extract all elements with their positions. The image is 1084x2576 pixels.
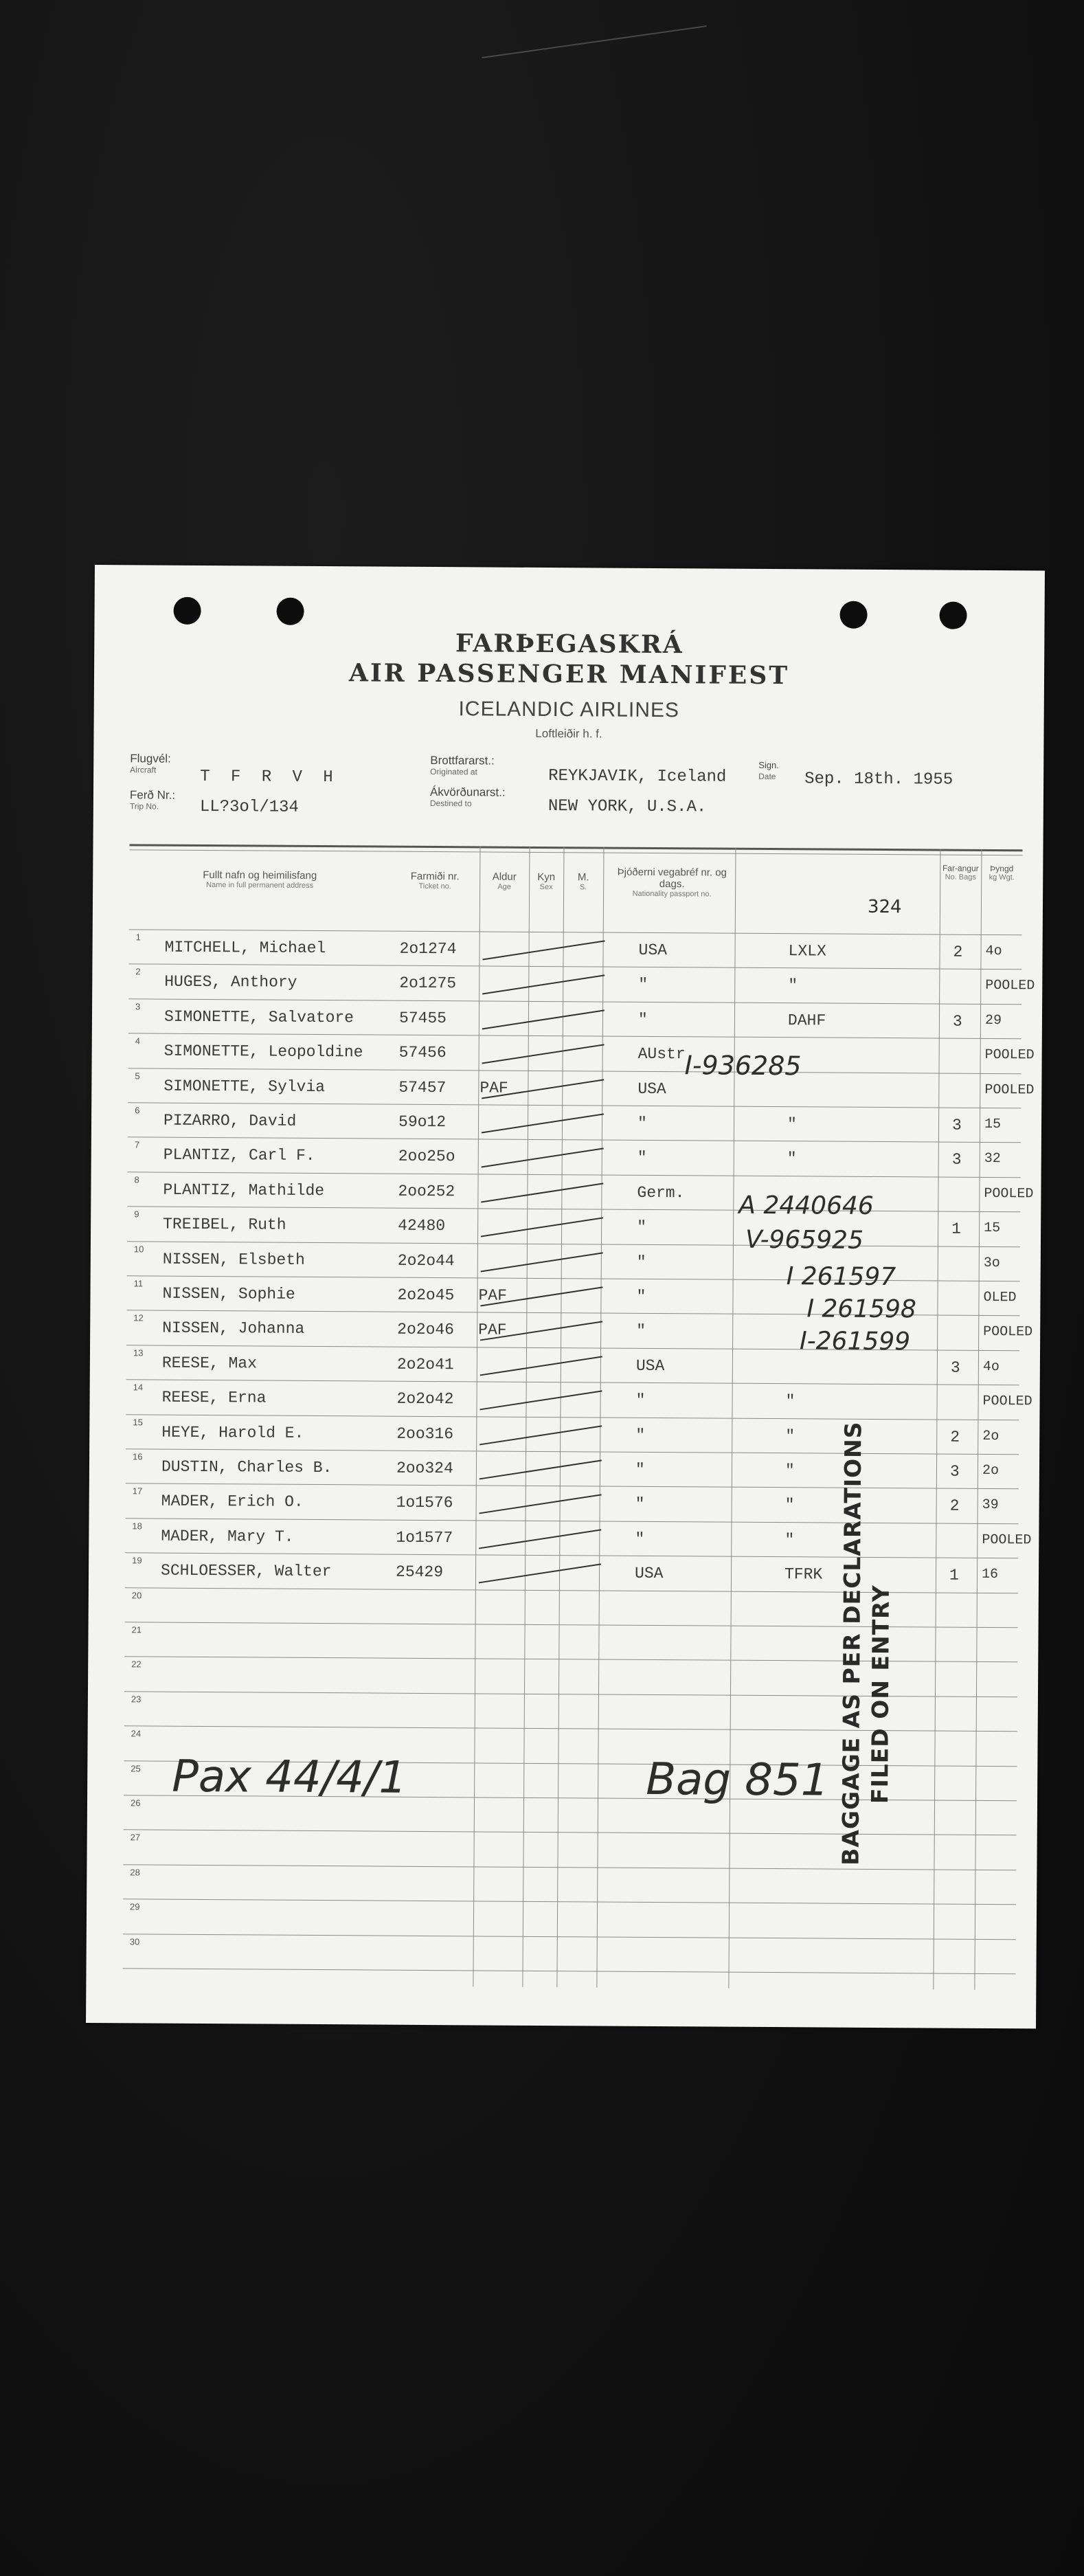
ticket-number: 25429 — [395, 1563, 444, 1582]
nationality: " — [637, 1218, 647, 1237]
row-number: 29 — [130, 1901, 140, 1912]
age-strike-mark — [481, 1252, 603, 1272]
row-number: 13 — [133, 1347, 144, 1358]
col-header-age: Aldur Age — [492, 871, 517, 891]
passenger-name: SIMONETTE, Salvatore — [163, 1007, 354, 1027]
age-strike-mark — [482, 975, 605, 995]
ticket-number: 2o2o41 — [396, 1355, 454, 1374]
row-number: 22 — [131, 1659, 142, 1670]
bag-weight: POOLED — [984, 1047, 1035, 1064]
punch-hole — [939, 602, 967, 629]
age-strike-mark — [481, 1218, 603, 1237]
sign-date-label: Sign. Date — [758, 759, 779, 782]
age-strike-mark — [479, 1459, 602, 1479]
title-icelandic: FARÞEGASKRÁ — [455, 629, 684, 660]
bag-weight: 3o — [983, 1255, 1000, 1271]
aircraft-value: T F R V H — [200, 767, 339, 787]
bag-count: 3 — [949, 1462, 960, 1481]
passenger-name: HUGES, Anthory — [164, 973, 297, 992]
row-number: 20 — [131, 1589, 142, 1601]
pay-code: PAF — [479, 1079, 508, 1097]
nationality: " — [636, 1253, 646, 1271]
bag-count: 2 — [949, 1497, 960, 1516]
ticket-number: 59o12 — [398, 1112, 447, 1132]
nationality: " — [635, 1426, 646, 1444]
bag-count: 3 — [951, 1151, 962, 1169]
ticket-number: 57457 — [398, 1078, 447, 1097]
passport-code: " — [787, 1150, 797, 1168]
ticket-number: 2o1274 — [399, 939, 457, 959]
punch-hole — [276, 598, 304, 625]
nationality: USA — [637, 1079, 666, 1098]
age-strike-mark — [482, 1148, 604, 1168]
bag-weight: 39 — [982, 1497, 999, 1514]
row-rule — [128, 998, 1021, 1005]
row-rule — [126, 1379, 1019, 1385]
punch-hole — [173, 597, 201, 625]
age-strike-mark — [480, 1356, 602, 1376]
handwritten-bag-count: Bag 851 — [645, 1754, 829, 1806]
trip-value: LL?3ol/134 — [199, 797, 299, 817]
ticket-number: 57456 — [398, 1043, 447, 1062]
page-number-mark: 324 — [867, 896, 902, 918]
bag-weight: OLED — [983, 1289, 1017, 1306]
bag-weight: 29 — [984, 1012, 1002, 1029]
passenger-name: MITCHELL, Michael — [164, 938, 326, 958]
age-strike-mark — [479, 1494, 601, 1514]
ticket-number: 2oo324 — [396, 1459, 453, 1478]
title-english: AIR PASSENGER MANIFEST — [348, 658, 790, 691]
ticket-number: 1o1576 — [396, 1494, 453, 1512]
row-rule — [128, 1102, 1021, 1108]
col-header-passport: Þjóðerni vegabréf nr. og dags. Nationality passport no. — [617, 866, 727, 899]
row-number: 19 — [132, 1555, 142, 1566]
age-strike-mark — [479, 1529, 601, 1549]
row-number: 16 — [133, 1451, 143, 1462]
nationality: " — [636, 1322, 646, 1341]
age-strike-mark — [479, 1564, 601, 1584]
stamp-line-1: BAGGAGE AS PER DECLARATIONS — [837, 1421, 867, 1866]
row-number: 5 — [135, 1070, 140, 1082]
row-rule — [128, 964, 1021, 970]
pay-code: PAF — [478, 1321, 507, 1340]
col-header-weight: Þyngd kg Wgt. — [989, 863, 1015, 882]
row-number: 2 — [135, 966, 141, 977]
passenger-name: PLANTIZ, Mathilde — [163, 1180, 325, 1200]
age-strike-mark — [482, 1044, 604, 1064]
bag-count: 1 — [951, 1220, 962, 1238]
origin-label: Brottfararst.: Originated at — [430, 753, 495, 777]
nationality: Germ. — [637, 1183, 685, 1202]
row-number: 15 — [133, 1416, 143, 1428]
handwritten-passport-9: V-965925 — [745, 1225, 864, 1255]
passport-code: " — [784, 1461, 795, 1480]
age-strike-mark — [482, 1009, 605, 1029]
row-number: 26 — [130, 1797, 141, 1808]
nationality: AUstr. — [637, 1045, 695, 1064]
handwritten-passport-4: I-936285 — [684, 1050, 802, 1082]
ticket-number: 2o2o46 — [397, 1321, 455, 1339]
row-number: 23 — [131, 1694, 142, 1705]
age-strike-mark — [479, 1425, 602, 1445]
age-strike-mark — [482, 940, 605, 960]
nationality: " — [637, 1149, 647, 1167]
nationality: " — [635, 1530, 645, 1548]
row-rule — [123, 1899, 1016, 1905]
stamp-line-2: FILED ON ENTRY — [866, 1584, 894, 1804]
col-header-ms: M. S. — [577, 871, 589, 892]
destination-label: Ákvörðunarst.: Destined to — [429, 785, 506, 809]
passenger-name: PLANTIZ, Carl F. — [163, 1146, 315, 1165]
ticket-number: 2oo316 — [396, 1424, 454, 1443]
passenger-name: MADER, Erich O. — [161, 1492, 304, 1512]
row-rule — [127, 1206, 1020, 1212]
nationality: " — [635, 1391, 646, 1410]
ticket-number: 2o1275 — [399, 974, 457, 993]
row-number: 25 — [131, 1762, 141, 1774]
passport-code: " — [785, 1426, 795, 1445]
passenger-name: REESE, Max — [161, 1354, 258, 1373]
passport-code: TFRK — [784, 1565, 823, 1584]
bag-count: 2 — [950, 1428, 960, 1446]
bag-weight: POOLED — [985, 978, 1035, 994]
nationality: " — [635, 1460, 645, 1479]
trip-label: Ferð Nr.: Trip No. — [129, 788, 176, 811]
passenger-name: TREIBEL, Ruth — [163, 1215, 286, 1234]
bag-weight: 2o — [982, 1462, 1000, 1479]
passport-code: " — [784, 1496, 795, 1514]
row-number: 7 — [134, 1139, 140, 1150]
bag-weight: 4o — [982, 1358, 1000, 1375]
bag-count: 3 — [951, 1116, 962, 1134]
handwritten-pax-count: Pax 44/4/1 — [172, 1751, 407, 1804]
ticket-number: 42480 — [398, 1216, 446, 1235]
row-number: 9 — [134, 1209, 139, 1220]
manifest-sheet — [86, 565, 1045, 2028]
row-number: 27 — [130, 1832, 141, 1843]
passenger-name: DUSTIN, Charles B. — [161, 1457, 332, 1477]
col-header-name: Fullt nafn og heimilisfang Name in full permanent address — [203, 869, 317, 890]
bag-weight: 2o — [982, 1428, 1000, 1444]
passport-code: " — [784, 1530, 795, 1549]
row-rule — [123, 1968, 1016, 1974]
passport-code: LXLX — [788, 942, 826, 961]
handwritten-passport-8: A 2440646 — [738, 1191, 874, 1220]
row-number: 12 — [133, 1312, 144, 1323]
destination-value: NEW YORK, U.S.A. — [547, 797, 707, 817]
passenger-name: NISSEN, Johanna — [162, 1319, 305, 1339]
passenger-name: MADER, Mary T. — [161, 1527, 294, 1546]
row-number: 18 — [132, 1521, 142, 1532]
nationality: USA — [634, 1565, 664, 1583]
bag-weight: POOLED — [982, 1532, 1032, 1549]
age-strike-mark — [482, 1113, 604, 1133]
bag-weight: 15 — [984, 1220, 1001, 1237]
row-number: 1 — [135, 932, 141, 943]
baggage-declaration-stamp — [836, 1421, 896, 1866]
col-header-sex: Kyn Sex — [537, 871, 556, 892]
row-rule — [128, 1172, 1021, 1178]
row-number: 10 — [133, 1243, 144, 1255]
passport-code: " — [788, 976, 798, 995]
row-rule — [127, 1241, 1020, 1247]
ticket-number: 2oo252 — [398, 1182, 455, 1201]
nationality: USA — [635, 1356, 665, 1375]
passport-code: DAHF — [787, 1011, 826, 1030]
passport-code: " — [785, 1392, 795, 1411]
nationality: USA — [638, 941, 668, 960]
bag-count: 2 — [953, 943, 963, 961]
handwritten-passport-11: I 261598 — [806, 1295, 917, 1324]
manifest-date: Sep. 18th. 1955 — [804, 770, 953, 789]
ticket-number: 2oo25o — [398, 1147, 455, 1166]
punch-hole — [839, 601, 867, 629]
row-rule — [128, 1137, 1021, 1143]
header-bottom-rule — [129, 929, 1022, 935]
bag-count: 3 — [950, 1358, 960, 1377]
ticket-number: 57455 — [398, 1009, 447, 1027]
origin-value: REYKJAVIK, Iceland — [548, 767, 727, 787]
ticket-number: 1o1577 — [396, 1528, 453, 1547]
bag-count: 3 — [952, 1012, 962, 1031]
row-number: 21 — [131, 1624, 142, 1635]
passenger-name: SIMONETTE, Leopoldine — [163, 1042, 363, 1062]
passenger-name: REESE, Erna — [161, 1388, 267, 1407]
ticket-number: 2o2o42 — [396, 1389, 454, 1409]
passenger-name: NISSEN, Sophie — [162, 1284, 295, 1303]
bag-weight: POOLED — [984, 1082, 1035, 1098]
row-number: 11 — [133, 1278, 144, 1289]
bag-weight: 4o — [985, 943, 1002, 960]
row-number: 28 — [130, 1867, 140, 1878]
ticket-number: 2o2o44 — [397, 1251, 455, 1270]
manifest-title-block — [93, 627, 1044, 743]
nationality: " — [636, 1287, 646, 1306]
row-number: 6 — [135, 1105, 140, 1116]
row-rule — [123, 1934, 1016, 1940]
handwritten-passport-12: I-261599 — [799, 1327, 911, 1356]
bag-count: 1 — [949, 1566, 959, 1584]
company-name: Loftleiðir h. f. — [535, 726, 602, 741]
bag-weight: 16 — [981, 1567, 999, 1583]
row-number: 14 — [133, 1382, 144, 1393]
nationality: " — [637, 1010, 648, 1029]
row-number: 24 — [131, 1728, 142, 1739]
bag-weight: 15 — [984, 1116, 1002, 1133]
handwritten-passport-10: I 261597 — [786, 1262, 896, 1292]
row-rule — [128, 1033, 1021, 1039]
passenger-name: PIZARRO, David — [163, 1111, 297, 1130]
nationality: " — [637, 1114, 647, 1132]
row-number: 3 — [135, 1001, 141, 1012]
ticket-number: 2o2o45 — [397, 1286, 455, 1305]
col-header-ticket: Farmiði nr. Ticket no. — [410, 870, 460, 891]
row-number: 8 — [134, 1174, 139, 1185]
age-strike-mark — [479, 1391, 602, 1411]
row-rule — [128, 1068, 1021, 1074]
nationality: " — [635, 1495, 645, 1514]
passport-code: " — [787, 1115, 797, 1134]
bag-weight: POOLED — [982, 1393, 1032, 1410]
passenger-name: SIMONETTE, Sylvia — [163, 1077, 326, 1096]
row-number: 4 — [135, 1035, 141, 1046]
passenger-name: NISSEN, Elsbeth — [162, 1250, 305, 1269]
passenger-table — [122, 844, 1035, 1990]
col-header-bags: Far-angur No. Bags — [942, 863, 979, 882]
passenger-name: SCHLOESSER, Walter — [160, 1561, 332, 1581]
bag-weight: POOLED — [984, 1185, 1034, 1202]
bag-weight: 32 — [984, 1151, 1001, 1167]
row-rule — [126, 1414, 1019, 1420]
age-strike-mark — [481, 1183, 603, 1202]
nationality: " — [638, 976, 648, 994]
bag-weight: POOLED — [983, 1324, 1033, 1341]
row-number: 30 — [129, 1936, 140, 1947]
aircraft-label: Flugvél: Aircraft — [130, 752, 171, 775]
pay-code: PAF — [478, 1286, 508, 1305]
airline-name: ICELANDIC AIRLINES — [458, 697, 680, 722]
passenger-name: HEYE, Harold E. — [161, 1423, 304, 1442]
row-number: 17 — [132, 1486, 143, 1497]
